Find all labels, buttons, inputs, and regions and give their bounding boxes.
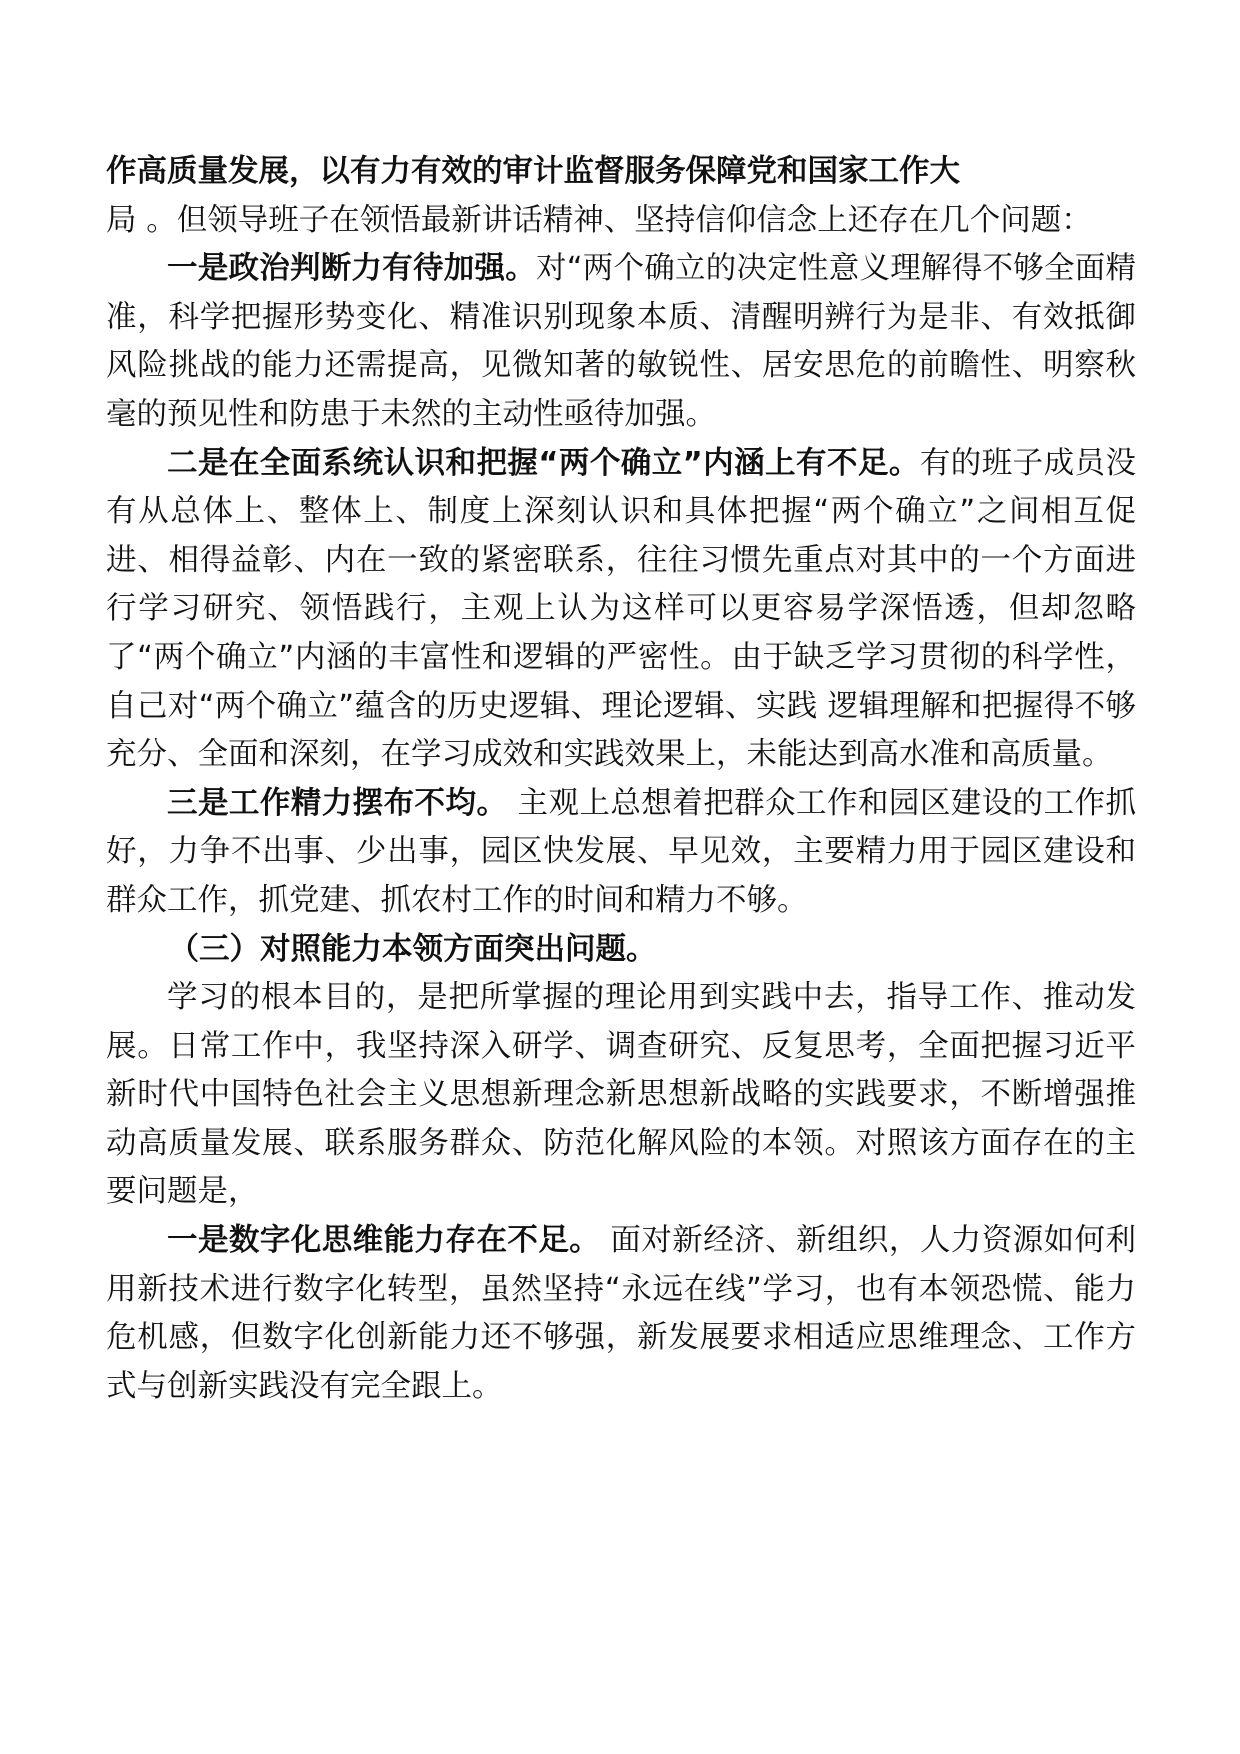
paragraph-text: 面对新经济、新组织，人力资源如何利用新技术进行数字化转型，虽然坚持“永远在线”学习，也有本领恐慌、能力危机感，但数字化创新能力还不够强，新发展要求相适应思维理念、工作方式与创新实践没有完全跟上。 (106, 1223, 1136, 1404)
paragraph-digital-thinking (106, 1217, 1136, 1411)
paragraph-lead: 一是数字化思维能力存在不足。 (167, 1223, 601, 1259)
paragraph-political-judgment (106, 245, 1136, 439)
paragraph-continuation (106, 148, 1136, 245)
paragraph-two-establishments (106, 440, 1136, 780)
paragraph-text: 有的班子成员没有从总体上、整体上、制度上深刻认识和具体把握“两个确立”之间相互促进、相得益彰、内在一致的紧密联系，往往习惯先重点对其中的一个方面进行学习研究、领悟践行，主观上认为这样可以更容易学深悟透，但却忽略了“两个确立”内涵的丰富性和逻辑的严密性。由于缺乏学习贯彻的科学性， 自己对“两个确立”蕴含的历史逻辑、理论逻辑、实践 逻辑理解和把握得不够充分、全面和深刻，在学习成效和实践效果上，未能达到高水准和高质量。 (106, 445, 1137, 773)
paragraph-lead: 作高质量发展，以有力有效的审计监督服务保障党和国家工作大 (106, 154, 960, 189)
paragraph-lead: 三是工作精力摆布不均。 (167, 785, 508, 821)
paragraph-lead: 二是在全面系统认识和把握“两个确立”内涵上有不足。 (167, 445, 920, 481)
paragraph-text: 对“两个确立的决定性意义理解得不够全面精准，科学把握形势变化、精准识别现象本质、清醒明辨行为是非、有效抵御风险挑战的能力还需提高，见微知著的敏锐性、居安思危的前瞻性、明察秋毫的预见性和防患于未然的主动性亟待加强。 (106, 251, 1136, 432)
paragraph-text: 主观上总想着把群众工作和园区建设的工作抓好，力争不出事、少出事，园区快发展、早见效，主要精力用于园区建设和群众工作，抓党建、抓农村工作的时间和精力不够。 (106, 785, 1137, 918)
paragraph-lead: 一是政治判断力有待加强。 (167, 251, 536, 287)
section-heading: （三）对照能力本领方面突出问题。 (168, 931, 657, 967)
paragraph-learning-purpose (106, 974, 1136, 1217)
paragraph-text: 局 。但领导班子在领悟最新讲话精神、坚持信仰信念上还存在几个问题： (106, 202, 1092, 238)
paragraph-text: 学习的根本目的，是把所掌握的理论用到实践中去，指导工作、推动发展。日常工作中，我坚持深入研学、调查研究、反复思考，全面把握习近平新时代中国特色社会主义思想新理念新思想新战略的实践要求，不断增强推动高质量发展、联系服务群众、防范化解风险的本领。对照该方面存在的主要问题是， (106, 980, 1136, 1210)
paragraph-work-energy (106, 780, 1136, 926)
document-page (106, 148, 1136, 1411)
